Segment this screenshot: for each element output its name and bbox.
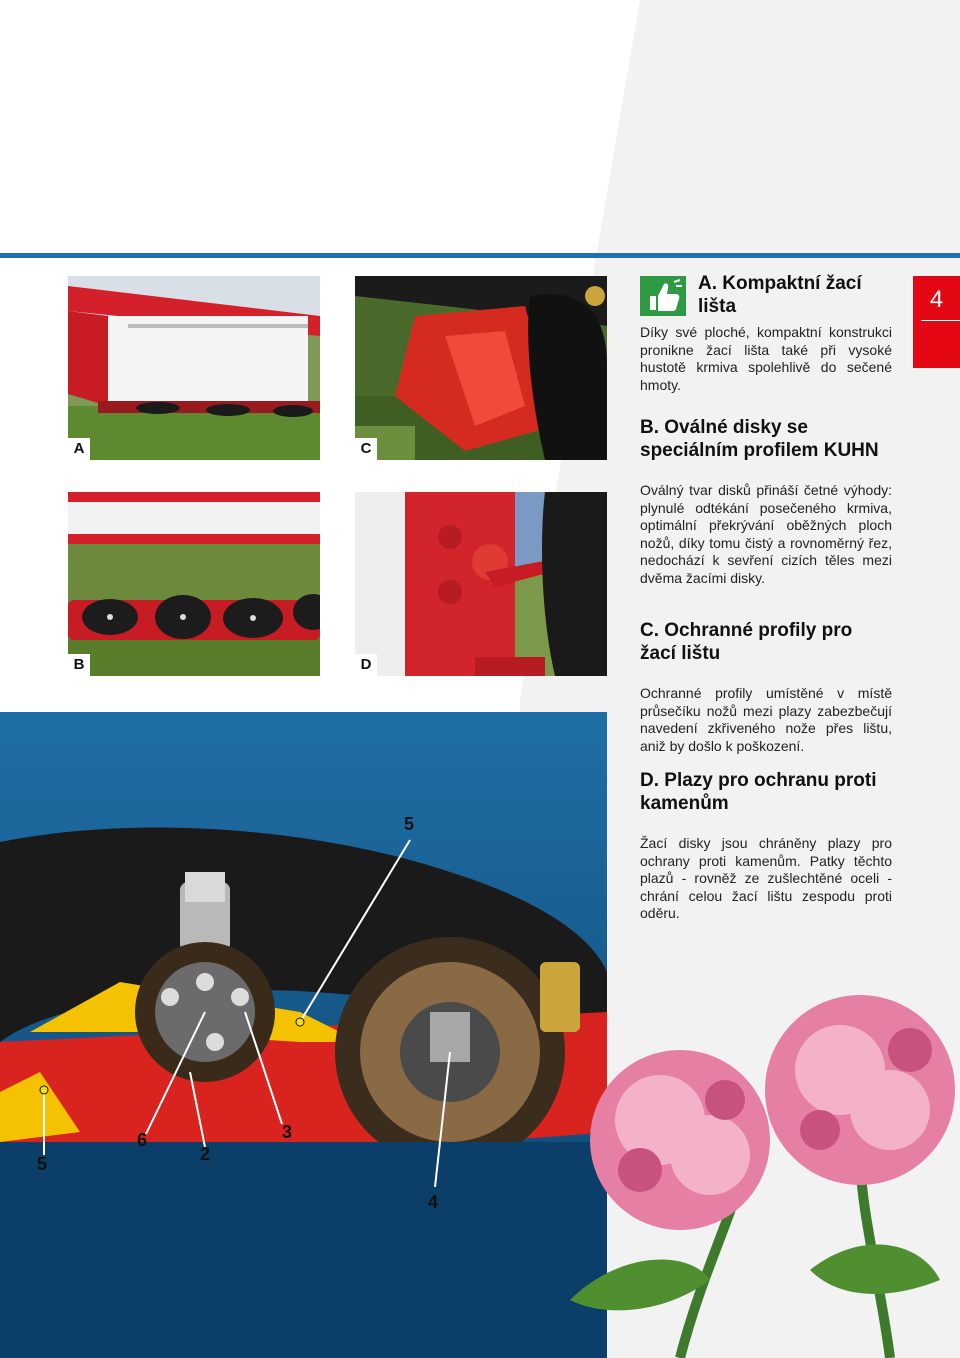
callout-4: 4 [428,1192,439,1212]
section-d-body: Žací disky jsou chráněny plazy pro ochrany proti kamenům. Patky těchto plazů - rovněž ze zušlechtěné oceli - chrání celou žací lištu zespodu proti oděru. [640,835,892,921]
section-a [640,324,892,394]
photo-label: D [355,654,377,676]
photo-d [355,492,607,676]
thumbs-up-icon [640,276,686,316]
section-d [640,769,892,923]
section-c [640,619,892,755]
callout-leaders [0,712,607,1358]
callout-5-left: 5 [37,1154,48,1174]
section-a-heading-wrap [698,272,892,318]
photo-label: A [68,438,90,460]
photo-a [68,276,320,460]
callout-3: 3 [282,1122,293,1142]
callout-6: 6 [137,1130,148,1150]
section-a-title: A. Kompaktní žací lišta [698,273,862,317]
callout-2: 2 [200,1144,211,1164]
page-number-tab [913,276,960,368]
section-a-body: Díky své ploché, kompaktní konstrukci pronikne žací lišta také při vysoké hustotě krmiva spolehlivě do sečené hmoty. [640,324,892,393]
section-b-body: Oválný tvar disků přináší četné výhody: plynulé odtékání posečeného krmiva, optimální překrývání oběžných ploch nožů, díky tomu čistý a rovnoměrný řez, nedochází k sevření cizích těles mezi dvěma žacími disky. [640,482,892,586]
section-d-title: D. Plazy pro ochranu proti kamenům [640,770,877,814]
photo-c [355,276,607,460]
photo-b [68,492,320,676]
section-b [640,416,892,587]
page-number: 4 [929,286,944,313]
photo-label: B [68,654,90,676]
section-c-body: Ochranné profily umístěné v místě průsečíku nožů mezi plazy zabezbečují navedení zkřiveného nože přes lištu, aniž by došlo k poškození. [640,685,892,754]
callout-5-top: 5 [404,814,415,834]
photo-label: C [355,438,377,460]
section-b-title: B. Oválné disky se speciálním profilem KUHN [640,417,879,461]
clover-flowers-image [560,980,960,1358]
section-c-title: C. Ochranné profily pro žací lištu [640,620,853,664]
header-rule [0,253,960,258]
